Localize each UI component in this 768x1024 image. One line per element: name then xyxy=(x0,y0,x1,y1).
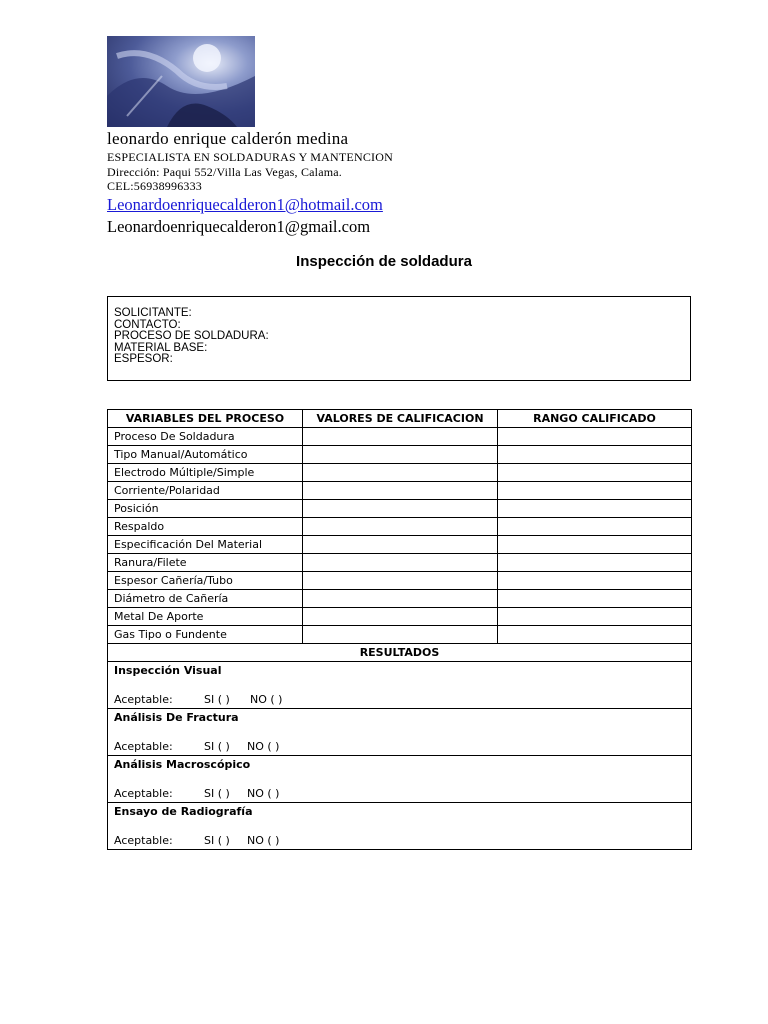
result-accept-line xyxy=(114,692,685,708)
range-cell[interactable] xyxy=(498,464,692,482)
email-gmail-text: Leonardoenriquecalderon1@gmail.com xyxy=(107,217,371,236)
yes-option[interactable]: SI ( ) xyxy=(204,740,230,753)
variable-label: Gas Tipo o Fundente xyxy=(108,626,303,644)
result-row xyxy=(108,803,692,850)
value-cell[interactable] xyxy=(303,428,498,446)
range-cell[interactable] xyxy=(498,536,692,554)
table-row xyxy=(108,500,692,518)
range-cell[interactable] xyxy=(498,554,692,572)
table-row xyxy=(108,626,692,644)
table-row xyxy=(108,464,692,482)
table-row xyxy=(108,608,692,626)
welder-photo xyxy=(107,36,255,127)
variable-label: Diámetro de Cañería xyxy=(108,590,303,608)
value-cell[interactable] xyxy=(303,590,498,608)
value-cell[interactable] xyxy=(303,572,498,590)
yes-option[interactable]: SI ( ) xyxy=(204,834,230,847)
accept-label: Aceptable: xyxy=(114,787,173,800)
result-row xyxy=(108,756,692,803)
results-header-row xyxy=(108,644,692,662)
no-option[interactable]: NO ( ) xyxy=(247,834,280,847)
accept-label: Aceptable: xyxy=(114,834,173,847)
accept-label: Aceptable: xyxy=(114,740,173,753)
variable-label: Respaldo xyxy=(108,518,303,536)
table-row xyxy=(108,446,692,464)
variable-label: Electrodo Múltiple/Simple xyxy=(108,464,303,482)
variable-label: Especificación Del Material xyxy=(108,536,303,554)
specialty-text: ESPECIALISTA EN SOLDADURAS Y MANTENCION xyxy=(107,150,393,164)
value-cell[interactable] xyxy=(303,482,498,500)
table-row xyxy=(108,536,692,554)
range-cell[interactable] xyxy=(498,446,692,464)
results-header: RESULTADOS xyxy=(108,644,692,662)
phone-text: CEL:56938996333 xyxy=(107,179,202,193)
result-accept-line xyxy=(114,786,685,802)
result-radiography-test xyxy=(108,803,692,850)
range-cell[interactable] xyxy=(498,572,692,590)
table-row xyxy=(108,572,692,590)
no-option[interactable]: NO ( ) xyxy=(250,693,283,706)
info-line-applicant: SOLICITANTE: xyxy=(114,307,192,319)
document-title: Inspección de soldadura xyxy=(296,253,472,270)
result-title: Ensayo de Radiografía xyxy=(114,805,253,818)
welder-photo-icon xyxy=(107,36,255,127)
address-text: Dirección: Paqui 552/Villa Las Vegas, Calama. xyxy=(107,165,343,179)
table-header-row xyxy=(108,410,692,428)
variable-label: Metal De Aporte xyxy=(108,608,303,626)
range-cell[interactable] xyxy=(498,626,692,644)
result-visual-inspection xyxy=(108,662,692,709)
no-option[interactable]: NO ( ) xyxy=(247,787,280,800)
info-line-process: PROCESO DE SOLDADURA: xyxy=(114,330,269,342)
column-header: VALORES DE CALIFICACION xyxy=(303,410,498,428)
table-row xyxy=(108,590,692,608)
result-title: Inspección Visual xyxy=(114,664,222,677)
result-title: Análisis Macroscópico xyxy=(114,758,251,771)
variable-label: Espesor Cañería/Tubo xyxy=(108,572,303,590)
value-cell[interactable] xyxy=(303,626,498,644)
yes-option[interactable]: SI ( ) xyxy=(204,693,230,706)
value-cell[interactable] xyxy=(303,500,498,518)
result-row xyxy=(108,709,692,756)
column-header: VARIABLES DEL PROCESO xyxy=(108,410,303,428)
applicant-info-box xyxy=(107,296,691,381)
person-name: leonardo enrique calderón medina xyxy=(107,129,349,148)
email-hotmail-link[interactable]: Leonardoenriquecalderon1@hotmail.com xyxy=(107,195,383,214)
range-cell[interactable] xyxy=(498,428,692,446)
info-line-thickness: ESPESOR: xyxy=(114,353,173,365)
accept-label: Aceptable: xyxy=(114,693,173,706)
result-title: Análisis De Fractura xyxy=(114,711,239,724)
variable-label: Tipo Manual/Automático xyxy=(108,446,303,464)
result-accept-line xyxy=(114,833,685,849)
column-header: RANGO CALIFICADO xyxy=(498,410,692,428)
variable-label: Corriente/Polaridad xyxy=(108,482,303,500)
info-line-base-material: MATERIAL BASE: xyxy=(114,341,208,354)
result-fracture-analysis xyxy=(108,709,692,756)
value-cell[interactable] xyxy=(303,536,498,554)
range-cell[interactable] xyxy=(498,518,692,536)
result-row xyxy=(108,662,692,709)
variable-label: Ranura/Filete xyxy=(108,554,303,572)
range-cell[interactable] xyxy=(498,608,692,626)
table-row xyxy=(108,554,692,572)
value-cell[interactable] xyxy=(303,464,498,482)
range-cell[interactable] xyxy=(498,482,692,500)
result-accept-line xyxy=(114,739,685,755)
yes-option[interactable]: SI ( ) xyxy=(204,787,230,800)
variable-label: Proceso De Soldadura xyxy=(108,428,303,446)
result-macroscopic-analysis xyxy=(108,756,692,803)
table-row xyxy=(108,482,692,500)
table-row xyxy=(108,428,692,446)
no-option[interactable]: NO ( ) xyxy=(247,740,280,753)
range-cell[interactable] xyxy=(498,590,692,608)
value-cell[interactable] xyxy=(303,446,498,464)
value-cell[interactable] xyxy=(303,518,498,536)
process-variables-table xyxy=(107,409,692,850)
table-row xyxy=(108,518,692,536)
value-cell[interactable] xyxy=(303,608,498,626)
range-cell[interactable] xyxy=(498,500,692,518)
variable-label: Posición xyxy=(108,500,303,518)
value-cell[interactable] xyxy=(303,554,498,572)
info-line-contact: CONTACTO: xyxy=(114,318,181,331)
